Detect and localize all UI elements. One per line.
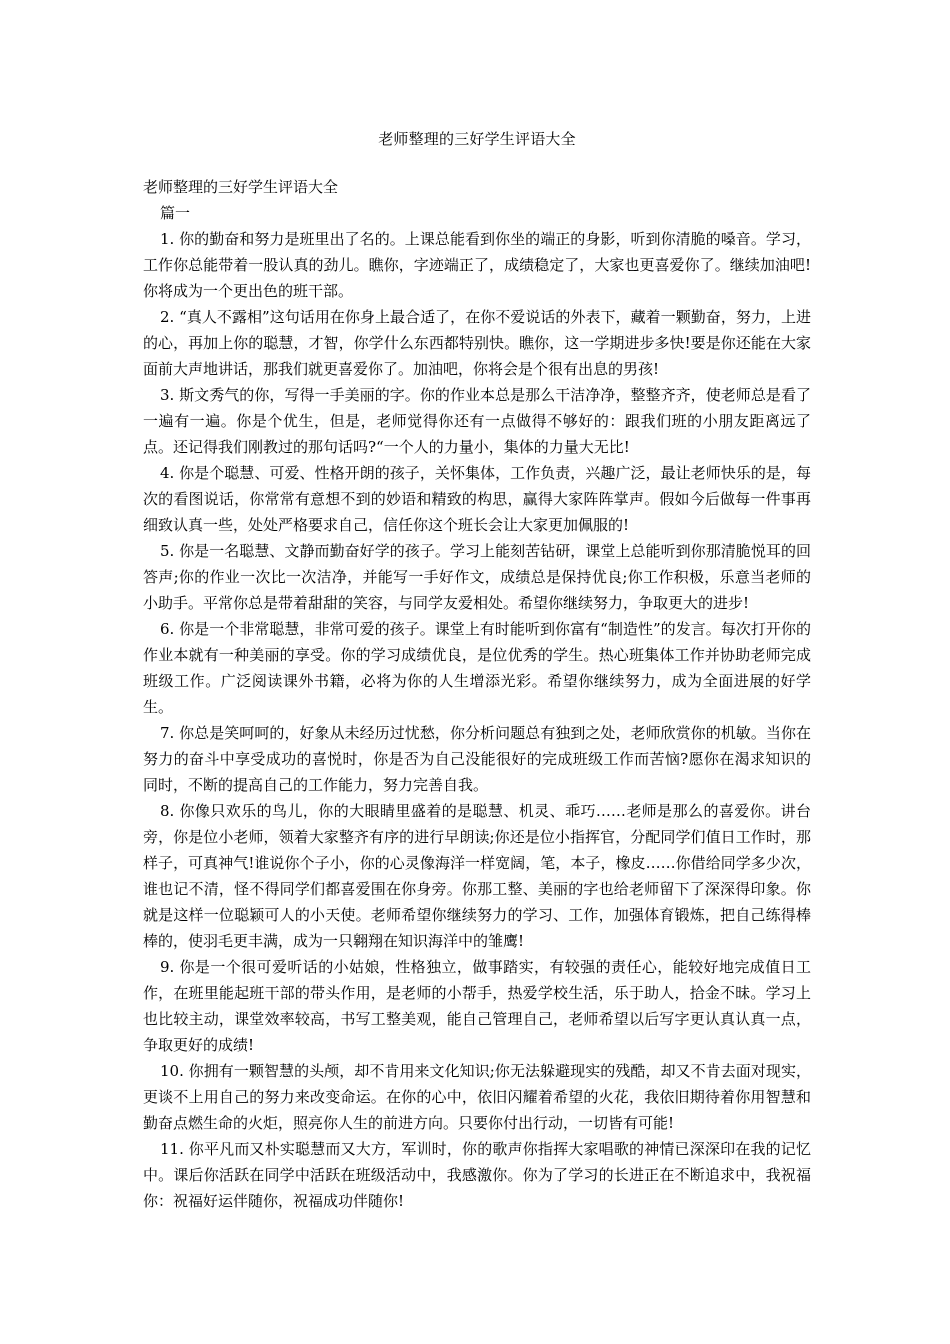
comment-item-6: 6. 你是一个非常聪慧，非常可爱的孩子。课堂上有时能听到你富有“制造性”的发言。每次打开你的作业本就有一种美丽的享受。你的学习成绩优良，是位优秀的学生。热心班集体工作并协助老师完成班级工作。广泛阅读课外书籍，必将为你的人生增添光彩。希望你继续努力，成为全面进展的好学生。 — [143, 620, 811, 716]
comment-item-5: 5. 你是一名聪慧、文静而勤奋好学的孩子。学习上能刻苦钻研，课堂上总能听到你那清脆悦耳的回答声;你的作业一次比一次洁净，并能写一手好作文，成绩总是保持优良;你工作积极，乐意当老师的小助手。平常你总是带着甜甜的笑容，与同学友爱相处。希望你继续努力，争取更大的进步! — [143, 542, 811, 612]
comment-item-11: 11. 你平凡而又朴实聪慧而又大方，军训时，你的歌声你指挥大家唱歌的神情已深深印在我的记忆中。课后你活跃在同学中活跃在班级活动中，我感激你。你为了学习的长进正在不断追求中，我祝福你：祝福好运伴随你，祝福成功伴随你! — [143, 1140, 811, 1210]
comment-item-10: 10. 你拥有一颗智慧的头颅，却不肯用来文化知识;你无法躲避现实的残酷，却又不肯去面对现实，更谈不上用自己的努力来改变命运。在你的心中，依旧闪耀着希望的火花，我依旧期待着你用智慧和勤奋点燃生命的火炬，照亮你人生的前进方向。只要你付出行动，一切皆有可能! — [143, 1062, 811, 1132]
document-subtitle: 老师整理的三好学生评语大全 — [143, 178, 339, 196]
comment-item-1: 1. 你的勤奋和努力是班里出了名的。上课总能看到你坐的端正的身影，听到你清脆的嗓音。学习，工作你总能带着一股认真的劲儿。瞧你，字迹端正了，成绩稳定了，大家也更喜爱你了。继续加油吧!你将成为一个更出色的班干部。 — [143, 230, 811, 300]
comment-item-8: 8. 你像只欢乐的鸟儿，你的大眼睛里盛着的是聪慧、机灵、乖巧……老师是那么的喜爱你。讲台旁，你是位小老师，领着大家整齐有序的进行早朗读;你还是位小指挥官，分配同学们值日工作时，那样子，可真神气!谁说你个子小，你的心灵像海洋一样宽阔，笔，本子，橡皮……你借给同学多少次，谁也记不清，怪不得同学们都喜爱围在你身旁。你那工整、美丽的字也给老师留下了深深得印象。你就是这样一位聪颖可人的小天使。老师希望你继续努力的学习、工作，加强体育锻炼，把自己练得棒棒的，使羽毛更丰满，成为一只翱翔在知识海洋中的雏鹰! — [143, 802, 811, 950]
comment-item-4: 4. 你是个聪慧、可爱、性格开朗的孩子，关怀集体，工作负责，兴趣广泛，最让老师快乐的是，每次的看图说话，你常常有意想不到的妙语和精致的构思，赢得大家阵阵掌声。假如今后做每一件事再细致认真一些，处处严格要求自己，信任你这个班长会让大家更加佩服的! — [143, 464, 811, 534]
document-body — [143, 174, 811, 1214]
section-heading: 篇一 — [160, 204, 191, 222]
comment-item-3: 3. 斯文秀气的你，写得一手美丽的字。你的作业本总是那么干洁净净，整整齐齐，使老师总是看了一遍有一遍。你是个优生，但是，老师觉得你还有一点做得不够好的：跟我们班的小朋友距离远了点。还记得我们刚教过的那句话吗?“一个人的力量小，集体的力量大无比! — [143, 386, 811, 456]
document-title: 老师整理的三好学生评语大全 — [378, 130, 576, 148]
comment-item-2: 2. “真人不露相”这句话用在你身上最合适了，在你不爱说话的外表下，藏着一颗勤奋，努力，上进的心，再加上你的聪慧，才智，你学什么东西都特别快。瞧你，这一学期进步多快!要是你还能在大家面前大声地讲话，那我们就更喜爱你了。加油吧，你将会是个很有出息的男孩! — [143, 308, 811, 378]
comment-item-9: 9. 你是一个很可爱听话的小姑娘，性格独立，做事踏实，有较强的责任心，能较好地完成值日工作，在班里能起班干部的带头作用，是老师的小帮手，热爱学校生活，乐于助人，拾金不昧。学习上也比较主动，课堂效率较高，书写工整美观，能自己管理自己，老师希望以后写字更认真认真一点，争取更好的成绩! — [143, 958, 811, 1054]
comment-item-7: 7. 你总是笑呵呵的，好象从未经历过忧愁，你分析问题总有独到之处，老师欣赏你的机敏。当你在努力的奋斗中享受成功的喜悦时，你是否为自己没能很好的完成班级工作而苦恼?愿你在渴求知识的同时，不断的提高自己的工作能力，努力完善自我。 — [143, 724, 811, 794]
